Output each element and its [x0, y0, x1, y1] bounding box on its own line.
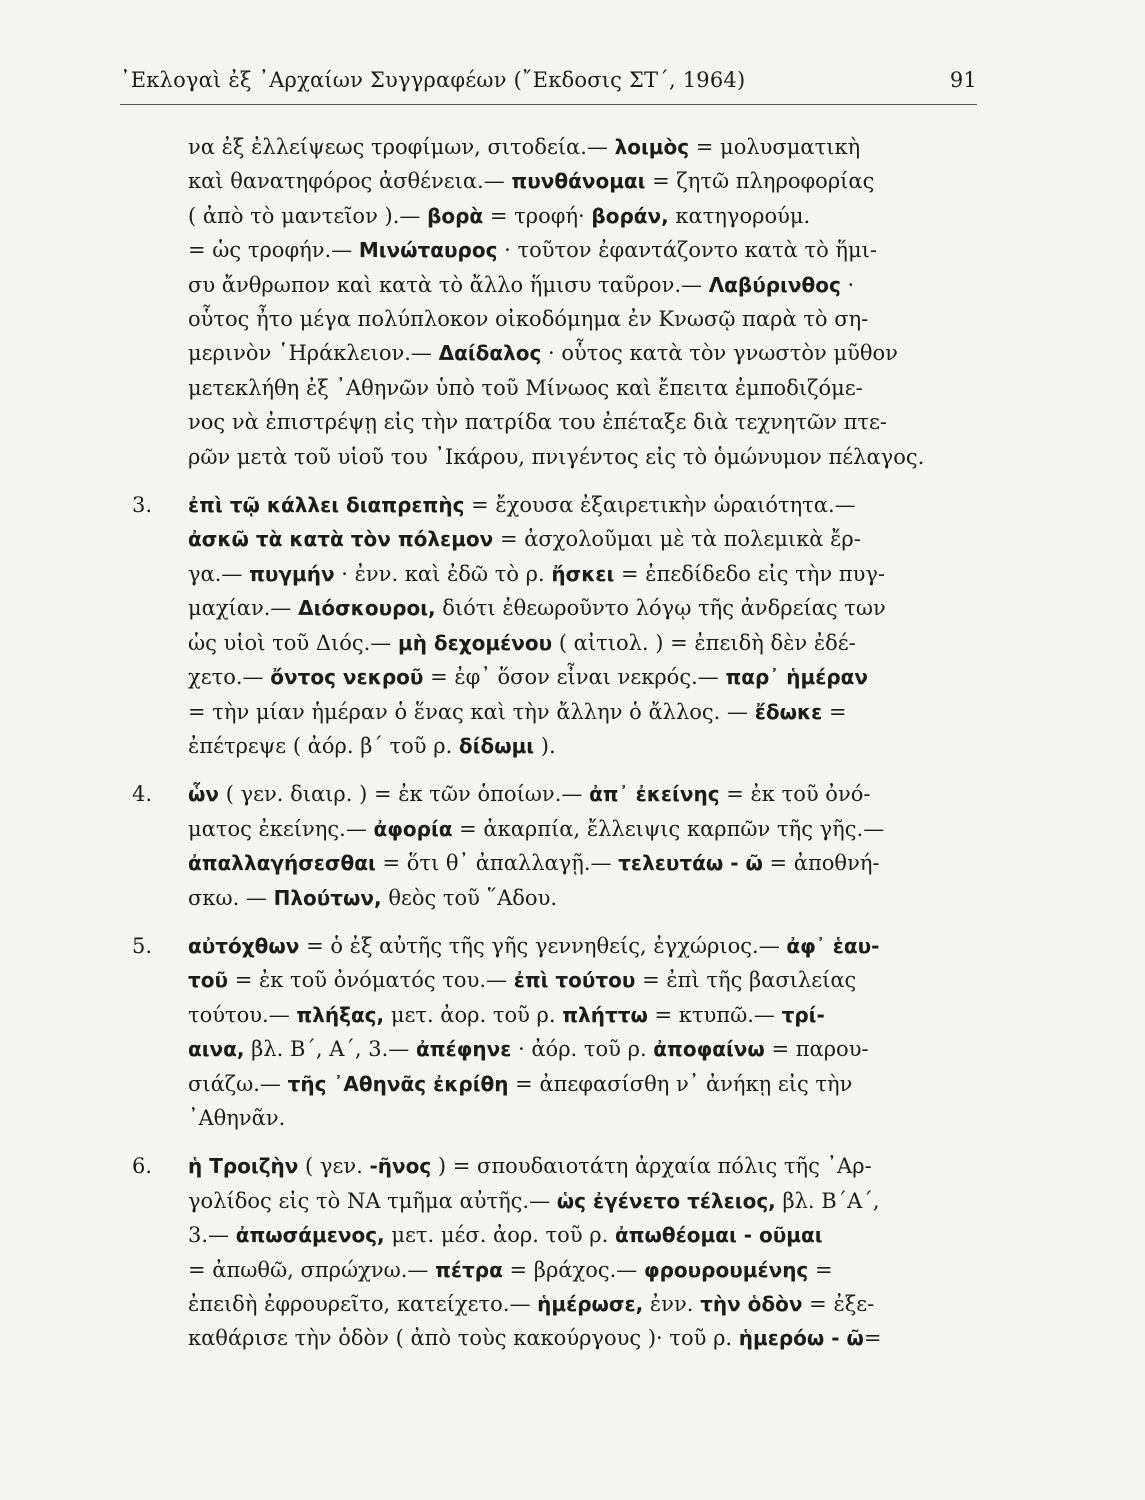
gloss-text: = ὡς τροφήν.— — [188, 238, 359, 263]
gloss-text: · ἐνν. καὶ ἐδῶ τὸ ρ. — [334, 561, 552, 586]
lemma-term: ἤσκει — [551, 561, 615, 586]
lemma-term: ἀπαλλαγήσεσθαι — [188, 851, 376, 876]
gloss-text: μετ. ἀορ. τοῦ ρ. — [384, 1002, 563, 1027]
paragraph-number: 4. — [132, 782, 153, 807]
lemma-term: παρ᾿ ἡμέραν — [725, 665, 869, 690]
gloss-text: = παρου- — [764, 1037, 869, 1062]
gloss-text: κατηγορούμ. — [668, 203, 811, 228]
lemma-term: Δαίδαλος — [438, 341, 542, 366]
lemma-term: ἀπέφηνε — [416, 1037, 512, 1062]
lemma-term: Πλούτων, — [273, 885, 382, 910]
text-line — [188, 1321, 977, 1355]
gloss-text: ματος ἐκείνης.— — [188, 816, 374, 841]
header-rule — [120, 104, 977, 105]
lemma-term: ἀφορία — [373, 816, 453, 841]
commentary-text — [120, 130, 977, 1356]
gloss-text: βλ. Β΄Α΄, — [775, 1188, 880, 1213]
text-line — [188, 336, 977, 370]
text-line — [188, 233, 977, 267]
lemma-term: βοράν, — [591, 203, 669, 228]
text-line — [188, 1149, 977, 1183]
lemma-term: ἡμερόω - ῶ — [738, 1326, 864, 1351]
gloss-text: ἐνν. — [643, 1292, 701, 1316]
gloss-text: = ἐκ τοῦ ὀνό- — [719, 782, 871, 807]
lemma-term: μὴ δεχομένου — [397, 630, 553, 655]
lemma-term: ἀπωθέομαι - οῦμαι — [614, 1223, 823, 1248]
lemma-term: τελευτάω - ῶ — [618, 851, 763, 876]
gloss-text: = ἀπωθῶ, σπρώχνω.— — [188, 1257, 436, 1282]
text-line — [188, 1287, 977, 1321]
lemma-term: πλήξας, — [296, 1002, 385, 1027]
gloss-text: · ἀόρ. τοῦ ρ. — [511, 1037, 654, 1062]
lemma-term: ἐπὶ τούτου — [513, 968, 636, 993]
text-line — [188, 522, 977, 556]
lemma-term: ἡμέρωσε, — [537, 1292, 644, 1316]
gloss-text: διότι ἐθεωροῦντο λόγῳ τῆς ἀνδρείας των — [435, 596, 886, 621]
text-line — [188, 199, 977, 233]
gloss-text: βλ. Β΄, Α΄, 3.— — [244, 1037, 416, 1062]
gloss-text: · — [840, 272, 855, 297]
gloss-text: οὗτος ἦτο μέγα πολύπλοκον οἰκοδόμημα ἐν Κνωσῷ παρὰ τὸ ση- — [188, 307, 869, 332]
paragraph-number: 6. — [132, 1154, 153, 1179]
lemma-term: βορὰ — [427, 203, 484, 228]
lemma-term: ἀποφαίνω — [653, 1037, 765, 1062]
gloss-text: = ζητῶ πληροφορίας — [645, 169, 875, 194]
gloss-text: γολίδος εἰς τὸ ΝΑ τμῆμα αὐτῆς.— — [188, 1188, 557, 1213]
lemma-term: Μινώταυρος — [358, 238, 498, 263]
gloss-text: = ὁ ἐξ αὐτῆς τῆς γῆς γεννηθείς, ἐγχώριος.— — [299, 933, 787, 958]
lemma-term: αὐτόχθων — [188, 933, 300, 958]
lemma-term: Διόσκουροι, — [298, 596, 436, 621]
text-line — [188, 929, 977, 963]
gloss-text: = ἔχουσα ἐξαιρετικὴν ὡραιότητα.— — [464, 493, 856, 518]
lemma-term: τὴν ὁδὸν — [700, 1292, 803, 1316]
text-line — [188, 1032, 977, 1066]
text-line — [188, 660, 977, 694]
text-line — [188, 777, 977, 811]
gloss-text: να ἐξ ἐλλείψεως τροφίμων, σιτοδεία.— — [188, 135, 615, 159]
gloss-text: καθάρισε τὴν ὁδὸν ( ἀπὸ τοὺς κακούργους )· τοῦ ρ. — [188, 1326, 739, 1351]
lemma-term: τοῦ — [188, 968, 229, 993]
gloss-text: σιάζω.— — [188, 1071, 288, 1096]
commentary-paragraph — [120, 130, 977, 474]
gloss-text: ( ἀπὸ τὸ μαντεῖον ).— — [188, 203, 428, 228]
gloss-text: = ἀποθνή- — [762, 851, 880, 876]
text-line — [188, 164, 977, 198]
text-line — [188, 1253, 977, 1287]
text-line — [188, 557, 977, 591]
text-line — [188, 130, 977, 164]
gloss-text: = βράχος.— — [502, 1257, 644, 1282]
gloss-text: μετ. μέσ. ἀορ. τοῦ ρ. — [384, 1223, 615, 1248]
lemma-term: δίδωμι — [458, 733, 535, 758]
commentary-paragraph — [120, 929, 977, 1135]
gloss-text: ( γεν. διαιρ. ) = ἐκ τῶν ὁποίων.— — [219, 782, 590, 807]
gloss-text: ρῶν μετὰ τοῦ υἱοῦ του ᾿Ικάρου, πνιγέντος εἰς τὸ ὁμώνυμον πέλαγος. — [188, 444, 925, 469]
gloss-text: ὡς υἱοὶ τοῦ Διός.— — [188, 630, 398, 655]
gloss-text: = ἐξε- — [802, 1292, 875, 1316]
lemma-term: ὡς ἐγένετο τέλειος, — [556, 1188, 776, 1213]
text-line — [188, 695, 977, 729]
lemma-term: ὄντος νεκροῦ — [270, 665, 424, 690]
gloss-text: ἐπειδὴ ἐφρουρεῖτο, κατείχετο.— — [188, 1292, 538, 1316]
gloss-text: θεὸς τοῦ ῞Αδου. — [381, 885, 558, 910]
text-line — [188, 1067, 977, 1101]
gloss-text: ἐπέτρεψε ( ἀόρ. β΄ τοῦ ρ. — [188, 733, 459, 758]
lemma-term: πέτρα — [435, 1257, 503, 1282]
text-line — [188, 626, 977, 660]
gloss-text: = τὴν μίαν ἡμέραν ὁ ἕνας καὶ τὴν ἄλλην ὁ ἄλλος. — — [188, 699, 755, 724]
lemma-term: ἡ Τροιζὴν — [188, 1154, 299, 1179]
gloss-text: = ἐπεδίδεδο εἰς τὴν πυγ- — [614, 561, 885, 586]
text-line — [188, 302, 977, 336]
lemma-term: ἀπ᾿ ἐκείνης — [589, 782, 720, 807]
commentary-paragraph — [120, 488, 977, 763]
running-title: ᾿Εκλογαὶ ἐξ ᾿Αρχαίων Συγγραφέων (῎Εκδοσις ΣΤ΄, 1964) — [120, 68, 746, 92]
gloss-text: ( αἰτιολ. ) = ἐπειδὴ δὲν ἐδέ- — [552, 630, 856, 655]
gloss-text: = μολυσματικὴ — [689, 135, 861, 159]
gloss-text: = — [863, 1326, 882, 1351]
lemma-term: ὧν — [188, 782, 220, 807]
text-line — [188, 405, 977, 439]
text-line — [188, 881, 977, 915]
lemma-term: ἀπωσάμενος, — [235, 1223, 385, 1248]
gloss-text: ). — [534, 733, 556, 758]
commentary-paragraph — [120, 1149, 977, 1355]
gloss-text: ᾿Αθηνᾶν. — [188, 1105, 286, 1130]
gloss-text: χετο.— — [188, 665, 271, 690]
text-line — [188, 846, 977, 880]
lemma-term: ἀφ᾿ ἑαυ- — [786, 933, 880, 958]
gloss-text: = ἀκαρπία, ἔλλειψις καρπῶν τῆς γῆς.— — [452, 816, 885, 841]
text-line — [188, 812, 977, 846]
text-line — [188, 440, 977, 474]
text-line — [188, 963, 977, 997]
gloss-text: καὶ θανατηφόρος ἀσθένεια.— — [188, 169, 512, 194]
commentary-paragraph — [120, 777, 977, 915]
gloss-text: τούτου.— — [188, 1002, 297, 1027]
gloss-text: ) = σπουδαιοτάτη ἀρχαία πόλις τῆς ᾿Αρ- — [431, 1154, 872, 1179]
gloss-text: νος νὰ ἐπιστρέψῃ εἰς τὴν πατρίδα του ἐπέταξε διὰ τεχνητῶν πτε- — [188, 410, 887, 435]
gloss-text: = ἐπὶ τῆς βασιλείας — [635, 968, 857, 993]
text-line — [188, 1184, 977, 1218]
text-line — [188, 729, 977, 763]
lemma-term: ἀσκῶ τὰ κατὰ τὸν πόλεμον — [188, 527, 494, 552]
text-line — [188, 371, 977, 405]
gloss-text: = ἀσχολοῦμαι μὲ τὰ πολεμικὰ ἔρ- — [493, 527, 861, 552]
gloss-text: · τοῦτον ἐφαντάζοντο κατὰ τὸ ἥμι- — [497, 238, 877, 263]
gloss-text: συ ἄνθρωπον καὶ κατὰ τὸ ἄλλο ἥμισυ ταῦρον.— — [188, 272, 709, 297]
lemma-term: ἔδωκε — [754, 699, 823, 724]
lemma-term: -ῆνος — [369, 1154, 432, 1179]
gloss-text: ( γεν. — [298, 1154, 370, 1179]
gloss-text: · οὗτος κατὰ τὸν γνωστὸν μῦθον — [541, 341, 898, 366]
lemma-term: λοιμὸς — [614, 135, 690, 159]
gloss-text: = ὅτι θ᾿ ἀπαλλαγῇ.— — [375, 851, 619, 876]
gloss-text: γα.— — [188, 561, 250, 586]
lemma-term: πυγμήν — [249, 561, 335, 586]
gloss-text: = — [822, 699, 847, 724]
lemma-term: ἐπὶ τῷ κάλλει διαπρεπὴς — [188, 493, 465, 518]
text-line — [188, 998, 977, 1032]
lemma-term: πλήττω — [562, 1002, 648, 1027]
text-line — [188, 488, 977, 522]
lemma-term: πυνθάνομαι — [511, 169, 646, 194]
lemma-term: Λαβύρινθος — [708, 272, 841, 297]
gloss-text: μαχίαν.— — [188, 596, 299, 621]
gloss-text: μετεκλήθη ἐξ ᾿Αθηνῶν ὑπὸ τοῦ Μίνωος καὶ ἔπειτα ἐμποδιζόμε- — [188, 375, 863, 400]
text-line — [188, 268, 977, 302]
lemma-term: τρί- — [781, 1002, 825, 1027]
text-line — [188, 591, 977, 625]
gloss-text: = τροφή· — [483, 203, 592, 228]
lemma-term: φρουρουμένης — [643, 1257, 809, 1282]
text-line — [188, 1218, 977, 1252]
text-line — [188, 1101, 977, 1135]
gloss-text: = — [808, 1257, 833, 1282]
gloss-text: = ἐφ᾿ ὅσον εἶναι νεκρός.— — [423, 665, 726, 690]
lemma-term: αινα, — [188, 1037, 245, 1062]
gloss-text: σκω. — — [188, 885, 274, 910]
gloss-text: 3.— — [188, 1223, 236, 1248]
gloss-text: μερινὸν ῾Ηράκλειον.— — [188, 341, 439, 366]
running-header — [120, 68, 977, 92]
lemma-term: τῆς ᾿Αθηνᾶς ἐκρίθη — [287, 1071, 509, 1096]
gloss-text: = ἐκ τοῦ ὀνόματός του.— — [228, 968, 514, 993]
gloss-text: = ἀπεφασίσθη ν᾿ ἀνήκῃ εἰς τὴν — [508, 1071, 853, 1096]
paragraph-number: 3. — [132, 493, 153, 518]
gloss-text: = κτυπῶ.— — [647, 1002, 782, 1027]
paragraph-number: 5. — [132, 933, 153, 958]
page-number: 91 — [949, 68, 977, 92]
